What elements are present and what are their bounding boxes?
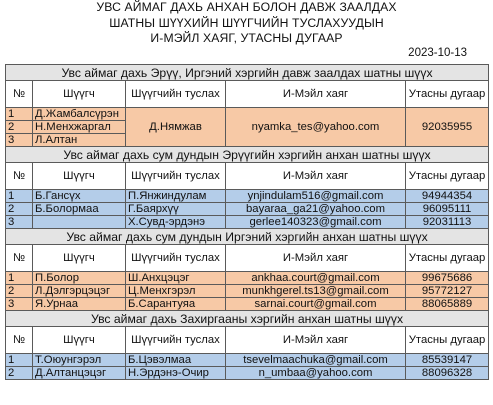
phone-number: 88096328	[406, 367, 489, 380]
assistant-name: Х.Сувд-эрдэнэ	[126, 216, 226, 229]
assistant-name: Ш.Анхцэцэг	[126, 272, 226, 285]
judge-name: Н.Менхжаргал	[33, 121, 126, 134]
col-header-email: И-Мэйл хаяг	[226, 327, 406, 354]
table-row	[6, 190, 489, 203]
email-link[interactable]: ynjindulam516@gmail.com	[226, 190, 406, 203]
phone-number: 88065889	[406, 298, 489, 311]
column-header-row	[6, 327, 489, 354]
judge-name	[33, 216, 126, 229]
column-header-row	[6, 163, 489, 190]
col-header-judge: Шүүгч	[33, 81, 126, 108]
table-row	[6, 367, 489, 380]
row-number: 1	[6, 354, 33, 367]
phone-number: 95772127	[406, 285, 489, 298]
col-header-judge: Шүүгч	[33, 163, 126, 190]
email-link[interactable]: ankhaa.court@gmail.com	[226, 272, 406, 285]
judge-name: Л.Дэлгэрцэцэг	[33, 285, 126, 298]
title-line-2: ШАТНЫ ШҮҮХИЙН ШҮҮГЧИЙН ТУСЛАХУУДЫН	[109, 15, 384, 30]
assistant-name: Г.Баярхүү	[126, 203, 226, 216]
col-header-judge: Шүүгч	[33, 245, 126, 272]
col-header-email: И-Мэйл хаяг	[226, 163, 406, 190]
section-header	[6, 311, 489, 327]
col-header-email: И-Мэйл хаяг	[226, 81, 406, 108]
phone-number: 92031113	[406, 216, 489, 229]
assistant-name: Б.Цэвэлмаа	[126, 354, 226, 367]
row-number: 1	[6, 108, 33, 121]
col-header-phone: Утасны дугаар	[406, 245, 489, 272]
section-header	[6, 65, 489, 81]
section-header	[6, 229, 489, 245]
email-link[interactable]: tsevelmaachuka@gmail.com	[226, 354, 406, 367]
assistant-name: Ц.Менхгэрэл	[126, 285, 226, 298]
phone-number: 94944354	[406, 190, 489, 203]
col-header-email: И-Мэйл хаяг	[226, 245, 406, 272]
col-header-assistant: Шүүгчийн туслах	[126, 81, 226, 108]
section-header	[6, 147, 489, 163]
assistant-name: Н.Эрдэнэ-Очир	[126, 367, 226, 380]
contacts-table	[5, 64, 489, 380]
phone-number: 85539147	[406, 354, 489, 367]
phone-number: 96095111	[406, 203, 489, 216]
col-header-num: №	[6, 327, 33, 354]
col-header-phone: Утасны дугаар	[406, 327, 489, 354]
title-line-1: УВС АЙМАГ ДАХЬ АНХАН БОЛОН ДАВЖ ЗААЛДАХ	[96, 0, 397, 14]
row-number: 2	[6, 121, 33, 134]
judge-name: П.Болор	[33, 272, 126, 285]
row-number: 2	[6, 367, 33, 380]
email-link[interactable]: nyamka_tes@yahoo.com	[226, 108, 406, 147]
section-title: Увс аймаг дахь Захиргааны хэргийн анхан шатны шүүх	[6, 311, 489, 327]
col-header-judge: Шүүгч	[33, 327, 126, 354]
col-header-phone: Утасны дугаар	[406, 81, 489, 108]
email-link[interactable]: bayaraa_ga21@yahoo.com	[226, 203, 406, 216]
email-link[interactable]: sarnai.court@gmail.com	[226, 298, 406, 311]
col-header-assistant: Шүүгчийн туслах	[126, 163, 226, 190]
assistant-name: П.Янжиндулам	[126, 190, 226, 203]
phone-number: 99675686	[406, 272, 489, 285]
row-number: 2	[6, 285, 33, 298]
row-number: 3	[6, 298, 33, 311]
judge-name: Я.Урнаа	[33, 298, 126, 311]
judge-name: Т.Оюунгэрэл	[33, 354, 126, 367]
section-title: Увс аймаг дахь сум дундын Иргэний хэргийн анхан шатны шүүх	[6, 229, 489, 245]
email-link[interactable]: munkhgerel.ts13@gmail.com	[226, 285, 406, 298]
contacts-table-body	[6, 65, 489, 380]
table-row	[6, 216, 489, 229]
col-header-assistant: Шүүгчийн туслах	[126, 245, 226, 272]
judge-name: Д.Алтанцэцэг	[33, 367, 126, 380]
column-header-row	[6, 245, 489, 272]
table-row	[6, 108, 489, 121]
table-row	[6, 298, 489, 311]
email-link[interactable]: gerlee140323@gmail.com	[226, 216, 406, 229]
col-header-num: №	[6, 81, 33, 108]
judge-name: Л.Алтан	[33, 134, 126, 147]
table-row	[6, 203, 489, 216]
col-header-num: №	[6, 245, 33, 272]
column-header-row	[6, 81, 489, 108]
row-number: 3	[6, 134, 33, 147]
row-number: 1	[6, 272, 33, 285]
assistant-name: Д.Нямжав	[126, 108, 226, 147]
section-title: Увс аймаг дахь сум дундын Эрүүгийн хэргийн анхан шатны шүүх	[6, 147, 489, 163]
col-header-phone: Утасны дугаар	[406, 163, 489, 190]
table-row	[6, 354, 489, 367]
document-date: 2023-10-13	[408, 47, 467, 59]
judge-name: Б.Болормаа	[33, 203, 126, 216]
title-line-3: И-МЭЙЛ ХАЯГ, УТАСНЫ ДУГААР	[150, 31, 343, 45]
col-header-assistant: Шүүгчийн туслах	[126, 327, 226, 354]
row-number: 3	[6, 216, 33, 229]
row-number: 1	[6, 190, 33, 203]
table-row	[6, 285, 489, 298]
document-title	[0, 0, 493, 47]
judge-name: Д.Жамбалсүрэн	[33, 108, 126, 121]
row-number: 2	[6, 203, 33, 216]
assistant-name: Б.Сарантуяа	[126, 298, 226, 311]
judge-name: Б.Гансүх	[33, 190, 126, 203]
table-row	[6, 272, 489, 285]
col-header-num: №	[6, 163, 33, 190]
section-title: Увс аймаг дахь Эрүү, Иргэний хэргийн давж заалдах шатны шүүх	[6, 65, 489, 81]
phone-number: 92035955	[406, 108, 489, 147]
email-link[interactable]: n_umbaa@yahoo.com	[226, 367, 406, 380]
